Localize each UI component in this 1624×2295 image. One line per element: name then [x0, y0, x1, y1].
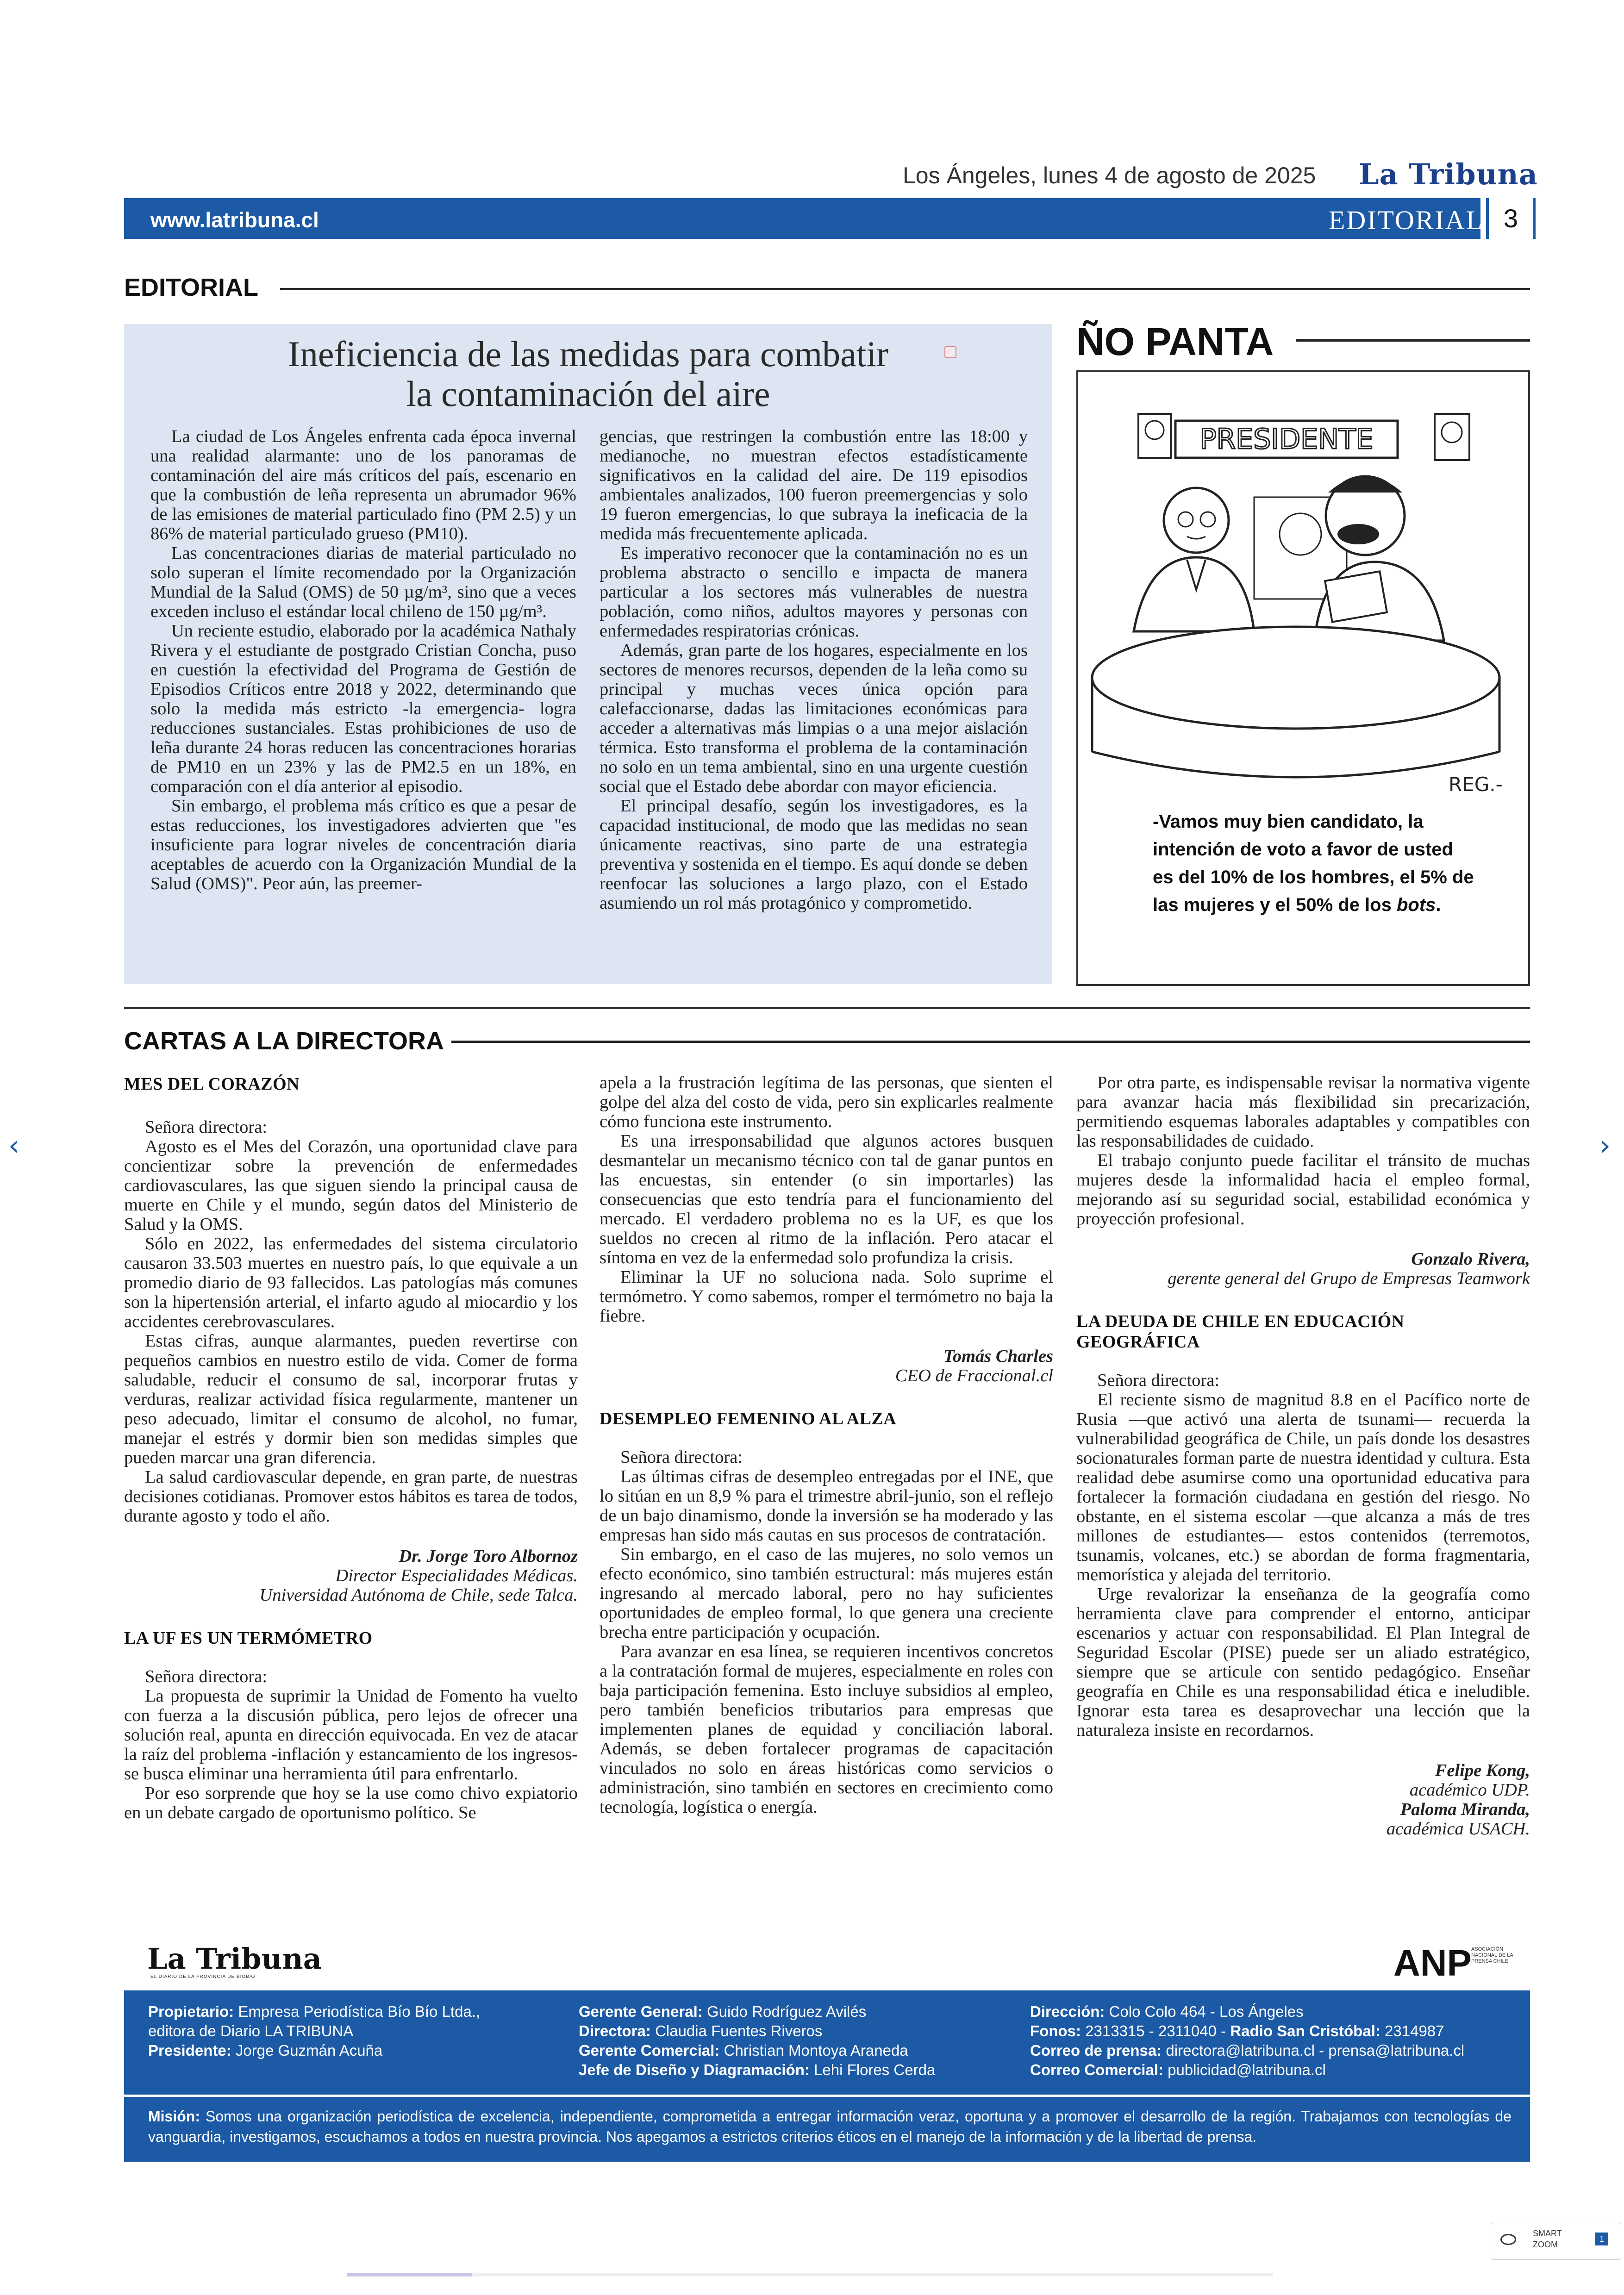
salutation: Señora directora: [145, 1667, 268, 1686]
credits-column-1 [148, 2002, 556, 2060]
signer-role: Universidad Autónoma de Chile, sede Talca. [259, 1585, 578, 1605]
paragraph: Por eso sorprende que hoy se la use como chivo expiatorio en un debate cargado de oportunismo político. Se [124, 1784, 578, 1822]
credit-value: Christian Montoya Araneda [724, 2042, 908, 2059]
paragraph: Además, gran parte de los hogares, especialmente en los sectores de menores recursos, dependen de la leña como su principal y muchas veces única opción para calefaccionarse, dadas las limitaciones económicas para acceder a alternativas más limpias o a una mejor aislación térmica. Esto transforma el problema de la contaminación no solo en un tema ambiental, sino en una urgente cuestión social que el Estado debe abordar con mayor eficiencia. [600, 641, 1028, 796]
paragraph: Urge revalorizar la enseñanza de la geografía como herramienta clave para comprender el entorno, anticipar escenarios y actuar con responsabilidad. El Plan Integral de Seguridad Escolar (PISE) puede ser un aliado estratégico, siempre que se articule con sentido pedagógico. Enseñar geografía en Chile es una responsabilidad ética e ineludible. Ignorar esta tarea es desaprovechar una lección que la naturaleza insiste en recordarnos. [1076, 1584, 1530, 1740]
divider [124, 1007, 1530, 1009]
section-rule [280, 288, 1530, 290]
signer-role: gerente general del Grupo de Empresas Teamwork [1168, 1269, 1530, 1288]
dateline: Los Ángeles, lunes 4 de agosto de 2025 [903, 162, 1316, 188]
cartoon-section-label: ÑO PANTA [1076, 320, 1274, 363]
editorial-right-column [600, 427, 1028, 913]
letters-section-label: CARTAS A LA DIRECTORA [124, 1027, 444, 1055]
paragraph: Un reciente estudio, elaborado por la académica Nathaly Rivera y el estudiante de postgrado Cristian Concha, puso en cuestión la efectividad del Programa de Gestión de Episodios Críticos entre 2018 y 2022, determinando que solo la medida más estricto -la emergencia- logra reducciones sustanciales. Estas prohibiciones de uso de leña durante 24 horas reducen las concentraciones horarias de PM10 en un 23% y las de PM2.5 en un 18%, en comparación con el día anterior al episodio. [150, 621, 576, 796]
credit-value: Guido Rodríguez Avilés [706, 2003, 867, 2020]
paragraph: Es una irresponsabilidad que algunos actores busquen desmantelar un mecanismo técnico con tal de ganar puntos en las encuestas, sin entender (o sin importarles) las consecuencias que esto tendría para el funcionamiento del mercado. El verdadero problema no es la UF, es que los sueldos no crecen al ritmo de la inflación. Pero atacar el síntoma en vez de la enfermedad solo profundiza la crisis. [600, 1131, 1053, 1267]
signer-name: Paloma Miranda, [1400, 1800, 1530, 1819]
salutation: Señora directora: [145, 1117, 268, 1137]
paragraph: El trabajo conjunto puede facilitar el tránsito de muchas mujeres desde la informalidad hacia el empleo formal, mejorando así su seguridad social, estabilidad económica y proyección profesional. [1076, 1151, 1530, 1229]
paragraph: El reciente sismo de magnitud 8.8 en el Pacífico norte de Rusia —que activó una alerta de tsunami— recuerda la vulnerabilidad geográfica de Chile, un país donde los desastres socionaturales forman parte de nuestra identidad y cultura. Esta realidad debe asumirse como una oportunidad educativa para fortalecer la formación ciudadana en gestión del riesgo. No obstante, en el sistema escolar —que alcanza a más de tres millones de estudiantes— estos contenidos (terremotos, tsunamis, volcanes, etc.) se abordan de forma fragmentaria, memorística y alejada del territorio. [1076, 1390, 1530, 1584]
paragraph: Sin embargo, en el caso de las mujeres, no solo vemos un efecto económico, sino también estructural: más mujeres están ingresando al mercado laboral, pero no hay suficientes oportunidades de empleo formal, lo que genera una creciente brecha entre participación y ocupación. [600, 1545, 1053, 1642]
mission-label: Misión: [148, 2108, 200, 2125]
signer-role: Director Especialidades Médicas. [335, 1566, 578, 1585]
mission-statement [148, 2106, 1512, 2147]
credit-label: Gerente Comercial: [579, 2042, 720, 2059]
website-link[interactable]: www.latribuna.cl [150, 208, 319, 232]
masthead-logo[interactable]: La Tribuna [1359, 157, 1538, 191]
signer-name: Felipe Kong, [1435, 1761, 1530, 1780]
page-number-text: 3 [1503, 204, 1518, 233]
credit-label: Correo Comercial: [1030, 2061, 1163, 2078]
letters-column-1 [124, 1074, 578, 1822]
footer-logo: La Tribuna [147, 1942, 322, 1976]
credit-value: Colo Colo 464 - Los Ángeles [1109, 2003, 1304, 2020]
cartoon-caption [1153, 808, 1477, 919]
page-progress-track[interactable] [347, 2273, 1273, 2276]
paragraph: Para avanzar en esa línea, se requieren incentivos concretos a la contratación formal de mujeres, especialmente en roles con baja participación femenina. Esto incluye subsidios al empleo, pero también beneficios tributarios para empresas que implementen planes de equidad y conciliación laboral. Además, se deben fortalecer programas de capacitación vinculados no solo en áreas históricas como servicios o administración, sino también en sectores en crecimiento como tecnología, logística o energía. [600, 1642, 1053, 1817]
signer-role: CEO de Fraccional.cl [895, 1366, 1053, 1385]
paragraph: gencias, que restringen la combustión entre las 18:00 y medianoche, no muestran efectos estadísticamente significativos en la calidad del aire. De 119 episodios ambientales analizados, 100 fueron preemergencias y solo 19 fueron emergencias, lo que subraya la ineficacia de la medida más frecuentemente aplicada. [600, 427, 1028, 543]
letter-heading: DESEMPLEO FEMENINO AL ALZA [600, 1409, 897, 1428]
credit-label: Presidente: [148, 2042, 231, 2059]
smart-zoom-line1: SMART [1533, 2229, 1562, 2238]
paragraph: Las últimas cifras de desempleo entregadas por el INE, que lo sitúan en un 8,9 % para el trimestre abril-junio, son el reflejo de un bajo dinamismo, donde la inversión se ha moderado y las empresas han sido más cautas en sus procesos de contratación. [600, 1467, 1053, 1545]
credits-column-2 [579, 2002, 1018, 2080]
paragraph: Estas cifras, aunque alarmantes, pueden revertirse con pequeños cambios en nuestro estilo de vida. Comer de forma saludable, reducir el consumo de sal, incorporar frutas y verduras, realizar actividad física regularmente, mantener un peso adecuado, limitar el consumo de alcohol, no fumar, manejar el estrés y dormir bien son medidas simples que pueden marcar una gran diferencia. [124, 1331, 578, 1467]
salutation: Señora directora: [620, 1447, 743, 1467]
credit-value: 2314987 [1385, 2022, 1444, 2039]
credit-value: Empresa Periodística Bío Bío Ltda., [238, 2003, 481, 2020]
prev-page-button[interactable]: ‹ [8, 1129, 19, 1162]
credit-label: Propietario: [148, 2003, 234, 2020]
email-link[interactable]: publicidad@latribuna.cl [1168, 2061, 1326, 2078]
signer-role: académica USACH. [1386, 1819, 1530, 1839]
credits-column-3 [1030, 2002, 1521, 2080]
letter-heading: LA DEUDA DE CHILE EN EDUCACIÓN GEOGRÁFICA [1076, 1312, 1405, 1352]
credit-value: Jorge Guzmán Acuña [235, 2042, 383, 2059]
letter-heading: LA UF ES UN TERMÓMETRO [124, 1628, 373, 1648]
signer-name: Gonzalo Rivera, [1411, 1249, 1530, 1269]
section-name: EDITORIAL [1329, 205, 1484, 235]
anp-logo: ANP [1393, 1942, 1472, 1983]
paragraph: El principal desafío, según los investigadores, es la capacidad institucional, de modo que las medidas no sean únicamente reactivas, sino parte de una estrategia preventiva y sostenida en el tiempo. Es aquí donde se deben reenfocar las soluciones a largo plazo, con el Estado asumiendo un rol más protagónico y comprometido. [600, 796, 1028, 913]
page-number [1486, 198, 1536, 239]
credit-value: editora de Diario LA TRIBUNA [148, 2022, 354, 2039]
header-bar [124, 198, 1480, 239]
letters-column-3 [1076, 1073, 1530, 1839]
editorial-left-column [150, 427, 576, 893]
letters-column-2 [600, 1073, 1053, 1817]
caption-text: -Vamos muy bien candidato, la intención de voto a favor de usted es del 10% de los hombres, el 5% de las mujeres y el 50% de los [1153, 811, 1474, 915]
credit-label: Dirección: [1030, 2003, 1105, 2020]
letter-heading: MES DEL CORAZÓN [124, 1074, 300, 1094]
artist-signature: REG.- [1449, 773, 1503, 796]
editorial-title-line1: Ineficiencia de las medidas para combatir [287, 334, 889, 374]
credit-label: Correo de prensa: [1030, 2042, 1162, 2059]
section-rule [451, 1041, 1530, 1043]
section-rule [1296, 339, 1530, 342]
anp-tagline: ASOCIACIÓN NACIONAL DE LA PRENSA CHILE [1471, 1946, 1513, 1964]
paragraph: Es imperativo reconocer que la contaminación no es un problema abstracto o sencillo e impacta de manera particular a los sectores más vulnerables de nuestra población, como niños, adultos mayores y personas con enfermedades respiratorias crónicas. [600, 543, 1028, 641]
caption-emphasis: bots [1396, 895, 1436, 915]
smart-zoom-line2: ZOOM [1533, 2240, 1558, 2249]
paragraph: apela a la frustración legítima de las personas, que sienten el golpe del alza del costo de vida, pero sin explicarles realmente cómo funciona este instrumento. [600, 1073, 1053, 1131]
salutation: Señora directora: [1097, 1371, 1220, 1390]
next-page-button[interactable]: › [1599, 1129, 1611, 1162]
credit-label: Radio San Cristóbal: [1230, 2022, 1380, 2039]
credit-label: Directora: [579, 2022, 651, 2039]
credit-value: 2313315 - 2311040 - [1085, 2022, 1226, 2039]
footer-logo-tagline: EL DIARIO DE LA PROVINCIA DE BIOBÍO [150, 1974, 256, 1979]
bookmark-icon[interactable] [944, 346, 956, 358]
smart-zoom-label [1533, 2228, 1562, 2250]
signer-name: Tomás Charles [943, 1347, 1053, 1366]
paragraph: Las concentraciones diarias de material particulado no solo superan el límite recomendado por la Organización Mundial de la Salud (OMS) de 50 µg/m³, sino que a veces exceden incluso el estándar local chileno de 150 µg/m³. [150, 543, 576, 621]
sign-text: PRESIDENTE [1199, 423, 1374, 455]
paragraph: Sólo en 2022, las enfermedades del sistema circulatorio causaron 33.503 muertes en nuestro país, lo que equivale a un promedio diario de 93 fallecidos. Las patologías más comunes son la hipertensión arterial, el infarto agudo al miocardio y los accidentes cerebrovasculares. [124, 1234, 578, 1331]
smart-zoom-count: 1 [1595, 2233, 1608, 2245]
editorial-title-line2: la contaminación del aire [406, 374, 770, 414]
paragraph: La ciudad de Los Ángeles enfrenta cada época invernal una realidad alarmante: uno de los panoramas de contaminación del aire más críticos del país, escenario en que la combustión de leña representa un abrumador 96% de las emisiones de material particulado fino (PM 2.5) y un 86% de material particulado grueso (PM10). [150, 427, 576, 543]
paragraph: Sin embargo, el problema más crítico es que a pesar de estas reducciones, los investigadores advierten que "es insuficiente para lograr niveles de concentración diaria aceptables de acuerdo con la Organización Mundial de la Salud (OMS)". Peor aún, las preemer- [150, 796, 576, 893]
paragraph: Agosto es el Mes del Corazón, una oportunidad clave para concientizar sobre la prevención de enfermedades cardiovasculares, las que siguen siendo la principal causa de muerte en Chile y el mundo, según datos del Ministerio de Salud y la OMS. [124, 1137, 578, 1234]
caption-end: . [1436, 895, 1441, 915]
page-progress-fill [347, 2273, 472, 2276]
paragraph: La salud cardiovascular depende, en gran parte, de nuestras decisiones cotidianas. Promover estos hábitos es tarea de todos, durante agosto y todo el año. [124, 1467, 578, 1526]
credit-label: Jefe de Diseño y Diagramación: [579, 2061, 810, 2078]
credit-value: Lehi Flores Cerda [814, 2061, 936, 2078]
smart-zoom-button[interactable] [1491, 2222, 1621, 2260]
credit-value: Claudia Fuentes Riveros [655, 2022, 823, 2039]
email-link[interactable]: directora@latribuna.cl - prensa@latribuna.cl [1166, 2042, 1465, 2059]
paragraph: La propuesta de suprimir la Unidad de Fomento ha vuelto con fuerza a la discusión pública, pero lejos de ofrecer una solución real, apunta en dirección equivocada. En vez de atacar la raíz del problema -inflación y estancamiento de los ingresos- se busca eliminar una herramienta útil para enfrentarlo. [124, 1686, 578, 1784]
paragraph: Por otra parte, es indispensable revisar la normativa vigente para avanzar hacia más flexibilidad sin precarización, permitiendo esquemas laborales adaptables y compatibles con las responsabilidades de cuidado. [1076, 1073, 1530, 1151]
paragraph: Eliminar la UF no soluciona nada. Solo suprime el termómetro. Y como sabemos, romper el termómetro no baja la fiebre. [600, 1267, 1053, 1326]
eye-icon [1500, 2234, 1516, 2245]
credit-label: Gerente General: [579, 2003, 703, 2020]
signer-name: Dr. Jorge Toro Albornoz [399, 1547, 578, 1566]
signer-role: académico UDP. [1409, 1780, 1530, 1800]
credit-label: Fonos: [1030, 2022, 1081, 2039]
editorial-title [124, 334, 1052, 414]
mission-text: Somos una organización periodística de excelencia, independiente, comprometida a entregar información veraz, oportuna y a promover el desarrollo de la región. Trabajamos con tecnologías de vanguardia, investigamos, escuchamos a todos en nuestra provincia. Nos apegamos a estrictos criterios éticos en el manejo de la información y de la libertad de prensa. [148, 2108, 1512, 2145]
editorial-section-label: EDITORIAL [124, 274, 259, 301]
